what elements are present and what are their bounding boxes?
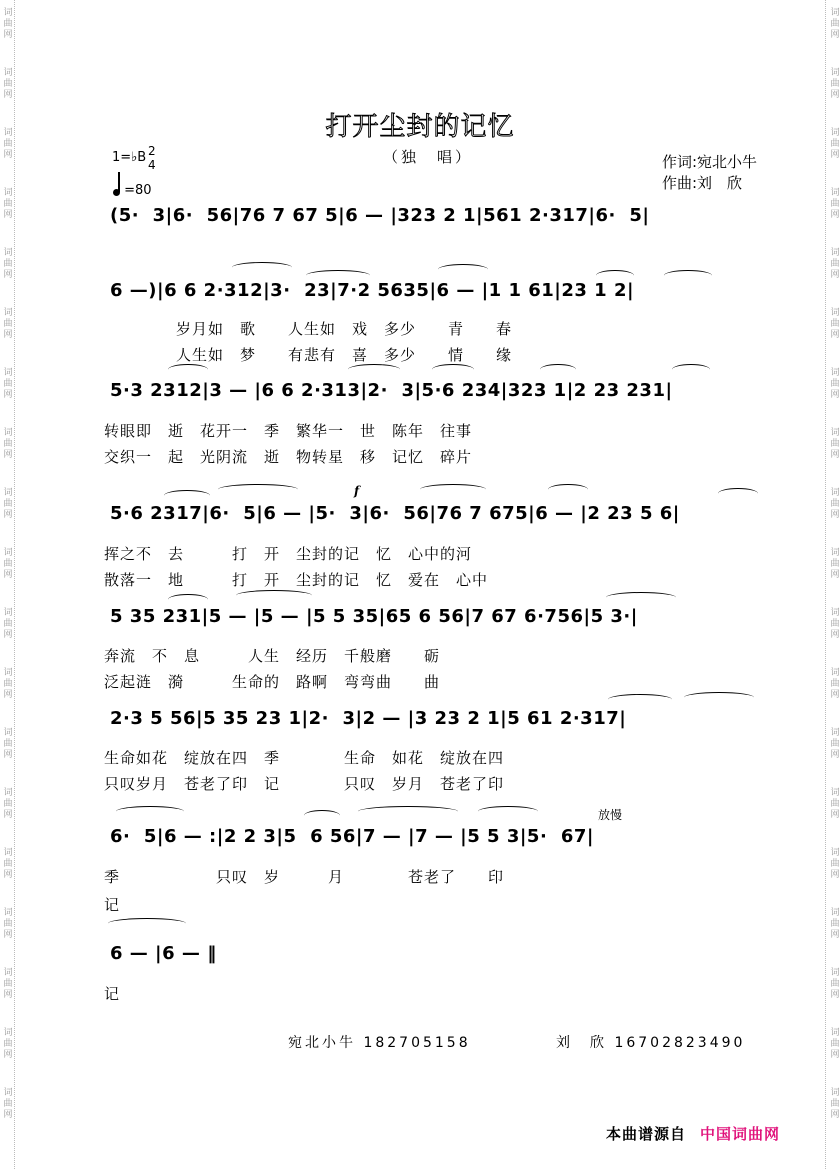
slur-arc [168, 594, 208, 605]
lyric-line: 记 [104, 985, 121, 1003]
key-label: 1=♭B [112, 150, 147, 165]
slur-arc [348, 364, 400, 375]
key-signature [112, 144, 156, 172]
lyric-line: 挥之不 去 打 开 尘封的记 忆 心中的河 [104, 545, 473, 563]
watermark-text: 词 曲 网 [3, 788, 13, 820]
lyric-line: 生命如花 绽放在四 季 生命 如花 绽放在四 [104, 749, 505, 767]
watermark-text: 词 曲 网 [3, 728, 13, 760]
watermark-text: 词 曲 网 [3, 1088, 13, 1120]
source-label: 本曲谱源自 [606, 1125, 687, 1143]
watermark-text: 词 曲 网 [830, 308, 840, 340]
watermark-text: 词 曲 网 [3, 128, 13, 160]
contact-name: 宛北小牛 [288, 1035, 356, 1051]
lyric-line: 岁月如 歌 人生如 戏 多少 青 春 [176, 320, 513, 338]
lyric-line: 只叹岁月 苍老了印 记 只叹 岁月 苍老了印 [104, 775, 505, 793]
watermark-text: 词 曲 网 [830, 188, 840, 220]
slur-arc [540, 364, 576, 375]
lyric-line: 散落一 地 打 开 尘封的记 忆 爱在 心中 [104, 571, 489, 589]
watermark-text: 词 曲 网 [3, 488, 13, 520]
watermark-text: 词 曲 网 [3, 968, 13, 1000]
contact-phone: 16702823490 [614, 1035, 746, 1051]
notation-line: 6 —)|6 6 2·312|3· 23|7·2 5635|6 — |1 1 61|23 1 2| [110, 280, 635, 301]
watermark-text: 词 曲 网 [3, 248, 13, 280]
slur-arc [236, 590, 312, 601]
ritardando-mark: 放慢 [598, 808, 623, 822]
slur-arc [108, 918, 186, 929]
notation-line: 5 35 231|5 — |5 — |5 5 35|65 6 56|7 67 6·756|5 3·| [110, 606, 638, 627]
lyric-line: 人生如 梦 有悲有 喜 多少 情 缘 [176, 346, 513, 364]
watermark-text: 词 曲 网 [3, 68, 13, 100]
slur-arc [304, 810, 340, 821]
tempo-marking [113, 174, 152, 198]
slur-arc [218, 484, 298, 495]
watermark-text: 词 曲 网 [830, 668, 840, 700]
lyricist-credit: 作词:宛北小牛 [662, 153, 758, 171]
contact-phone: 182705158 [363, 1035, 471, 1051]
slur-arc [672, 364, 710, 375]
time-signature [148, 144, 156, 172]
watermark-text: 词 曲 网 [830, 1028, 840, 1060]
slur-arc [116, 806, 184, 817]
slur-arc [420, 484, 486, 495]
tempo-value: =80 [124, 183, 152, 198]
slur-arc [432, 364, 474, 375]
slur-arc [306, 270, 370, 281]
lyric-line: 记 [104, 896, 121, 914]
slur-arc [596, 270, 634, 281]
notation-line: 6· 5|6 — :|2 2 3|5 6 56|7 — |7 — |5 5 3|5· 67| [110, 826, 594, 847]
notation-line: 5·3 2312|3 — |6 6 2·313|2· 3|5·6 234|323 1|2 23 231| [110, 380, 673, 401]
watermark-text: 词 曲 网 [830, 728, 840, 760]
slur-arc [164, 490, 210, 501]
song-title: 打开尘封的记忆 [325, 112, 515, 142]
watermark-text: 词 曲 网 [3, 548, 13, 580]
watermark-text: 词 曲 网 [3, 848, 13, 880]
credits [662, 152, 757, 194]
watermark-text: 词 曲 网 [830, 608, 840, 640]
source-brand-link[interactable]: 中国词曲网 [700, 1125, 781, 1143]
watermark-text: 词 曲 网 [830, 1088, 840, 1120]
notation-line: 2·3 5 56|5 35 23 1|2· 3|2 — |3 23 2 1|5 61 2·317| [110, 708, 627, 729]
watermark-text: 词 曲 网 [3, 368, 13, 400]
slur-arc [608, 694, 672, 705]
watermark-text: 词 曲 网 [830, 248, 840, 280]
slur-arc [232, 262, 292, 273]
watermark-text: 词 曲 网 [3, 308, 13, 340]
slur-arc [478, 806, 538, 817]
contact-name: 刘 欣 [556, 1035, 607, 1051]
watermark-text: 词 曲 网 [3, 1028, 13, 1060]
watermark-text: 词 曲 网 [830, 128, 840, 160]
watermark-text: 词 曲 网 [830, 788, 840, 820]
watermark-text: 词 曲 网 [3, 908, 13, 940]
slur-arc [358, 806, 458, 817]
dynamic-forte: f [354, 484, 360, 498]
slur-arc [684, 692, 754, 703]
lyric-line: 季 只叹 岁 月 苍老了 印 [104, 868, 505, 886]
note-stem [118, 172, 120, 192]
watermark-text: 词 曲 网 [3, 8, 13, 40]
watermark-text: 词 曲 网 [830, 8, 840, 40]
watermark-text: 词 曲 网 [3, 428, 13, 460]
lyric-line: 转眼即 逝 花开一 季 繁华一 世 陈年 往事 [104, 422, 473, 440]
watermark-text: 词 曲 网 [830, 548, 840, 580]
left-watermark-strip [0, 0, 15, 1169]
source-credit [606, 1123, 780, 1144]
watermark-text: 词 曲 网 [3, 608, 13, 640]
slur-arc [168, 364, 208, 375]
contact-lyricist [288, 1032, 471, 1052]
watermark-text: 词 曲 网 [3, 668, 13, 700]
time-bottom: 4 [148, 158, 156, 172]
right-watermark-strip [825, 0, 840, 1169]
slur-arc [664, 270, 712, 281]
slur-arc [606, 592, 676, 603]
watermark-text: 词 曲 网 [830, 848, 840, 880]
lyric-line: 交织一 起 光阴流 逝 物转星 移 记忆 碎片 [104, 448, 473, 466]
time-top: 2 [148, 144, 156, 158]
watermark-text: 词 曲 网 [830, 368, 840, 400]
watermark-text: 词 曲 网 [830, 428, 840, 460]
composer-credit: 作曲:刘 欣 [662, 174, 743, 192]
notation-line: 6 — |6 — ‖ [110, 943, 217, 964]
slur-arc [718, 488, 758, 499]
lyric-line: 奔流 不 息 人生 经历 千般磨 砺 [104, 647, 441, 665]
slur-arc [438, 264, 488, 275]
watermark-text: 词 曲 网 [3, 188, 13, 220]
lyric-line: 泛起涟 漪 生命的 路啊 弯弯曲 曲 [104, 673, 441, 691]
slur-arc [548, 484, 588, 495]
watermark-text: 词 曲 网 [830, 968, 840, 1000]
watermark-text: 词 曲 网 [830, 908, 840, 940]
performance-type: （独 唱） [383, 148, 474, 166]
watermark-text: 词 曲 网 [830, 68, 840, 100]
notation-line: 5·6 2317|6· 5|6 — |5· 3|6· 56|76 7 675|6 — |2 23 5 6| [110, 503, 680, 524]
contact-composer [556, 1032, 745, 1052]
notation-line: (5· 3|6· 56|76 7 67 5|6 — |323 2 1|561 2·317|6· 5| [110, 205, 650, 226]
watermark-text: 词 曲 网 [830, 488, 840, 520]
